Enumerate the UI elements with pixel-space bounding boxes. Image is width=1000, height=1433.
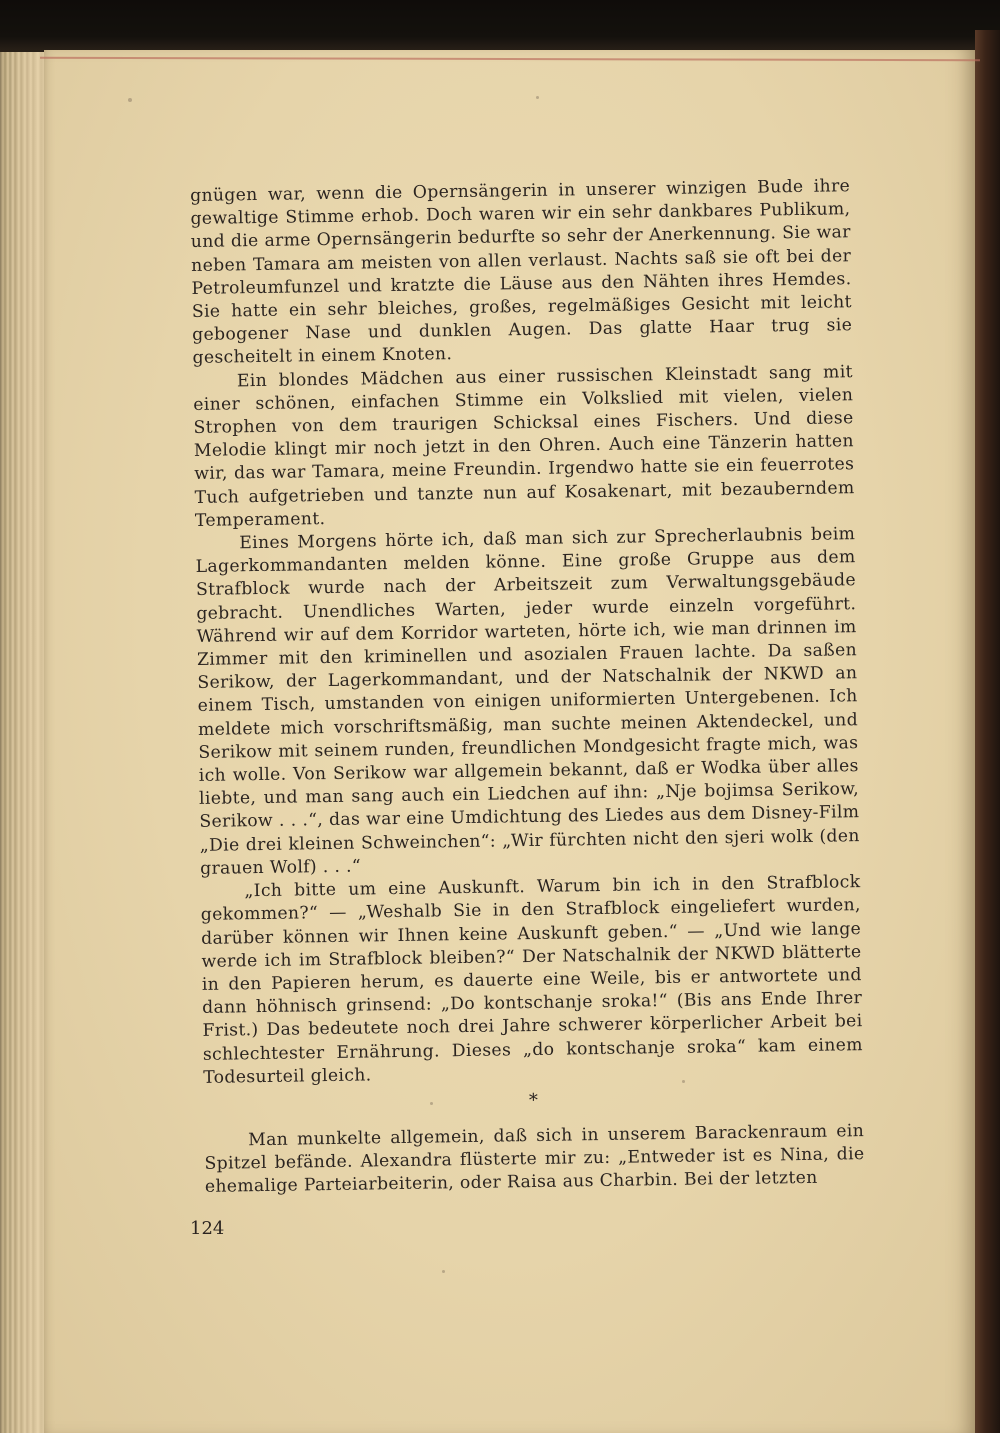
paragraph-4: „Ich bitte um eine Auskunft. Warum bin ich in den Strafblock gekommen?“ — „Weshalb Sie in den Strafblock eingeliefert wurden, darüber können wir Ihnen keine Auskunft geben.“ — „Und wie lange werde ich im Strafblock bleiben?“ Der Natschalnik der NKWD blätterte in den Papieren herum, es dauerte eine Weile, bis er antwortete und dann höhnisch grinsend: „Do kontschanje sroka!“ (Bis ans Ende Ihrer Frist.) Das bedeutete noch drei Jahre schwerer körperlicher Arbeit bei schlechtester Ernährung. Dieses „do kontschanje sroka“ kam einem Todesurteil gleich. [200,872,863,1088]
scan-background-top [0,0,1000,52]
page-number: 124 [190,1218,225,1239]
stacked-page-edges [0,52,48,1433]
body-text [190,175,865,1199]
paragraph-1: gnügen war, wenn die Opernsängerin in unserer winzigen Bude ihre gewaltige Stimme erhob. Doch waren wir ein sehr dankbares Publikum, und die arme Opernsängerin bedurfte so sehr der Anerkennung. Sie war neben Tamara am meisten von allen verlaust. Nachts saß sie oft bei der Petroleumfunzel und kratzte die Läuse aus den Nähten ihres Hemdes. Sie hatte ein sehr bleiches, großes, regelmäßiges Gesicht mit leicht gebogener Nase und dunklen Augen. Das glatte Haar trug sie gescheitelt in einem Knoten. [190,176,853,369]
paragraph-5: Man munkelte allgemein, daß sich in unserem Barackenraum ein Spitzel befände. Alexandra flüsterte mir zu: „Entweder ist es Nina, die ehemalige Parteiarbeiterin, oder Raisa aus Charbin. Bei der letzten [204,1121,865,1198]
section-separator: * [528,1089,539,1111]
paragraph-3: Eines Morgens hörte ich, daß man sich zur Sprecherlaubnis beim Lagerkommandanten melden könne. Eine große Gruppe aus dem Strafblock wurde nach der Arbeitszeit zum Verwaltungsgebäude gebracht. Unendliches Warten, jeder wurde einzeln vorgeführt. Während wir auf dem Korridor warteten, hörte ich, wie man drinnen im Zimmer mit den kriminellen und asozialen Frauen lachte. Da saßen Serikow, der Lagerkommandant, und der Natschalnik der NKWD an einem Tisch, umstanden von einigen uniformierten Untergebenen. Ich meldete mich vorschriftsmäßig, man suchte meinen Aktendeckel, und Serikow mit seinem runden, freundlichen Mondgesicht fragte mich, was ich wolle. Von Serikow war allgemein bekannt, daß er Wodka über alles liebte, und man sang auch ein Liedchen auf ihn: „Nje bojimsa Serikow, Serikow . . .“, das war eine Umdichtung des Liedes aus dem Disney-Film „Die drei kleinen Schweinchen“: „Wir fürchten nicht den sjeri wolk (den grauen Wolf) . . .“ [195,524,860,879]
paper-speck [128,98,132,102]
paper-speck [442,1270,445,1273]
paragraph-2: Ein blondes Mädchen aus einer russischen Kleinstadt sang mit einer schönen, einfachen Stimme ein Volkslied mit vielen, vielen Strophen von dem traurigen Schicksal eines Fischers. Und diese Melodie klingt mir noch jetzt in den Ohren. Auch eine Tänzerin hatten wir, das war Tamara, meine Freundin. Irgendwo hatte sie ein feuerrotes Tuch aufgetrieben und tanzte nun auf Kosakenart, mit bezauberndem Temperament. [193,361,855,531]
book-spine-edge [975,30,1000,1433]
paper-speck [536,96,539,99]
